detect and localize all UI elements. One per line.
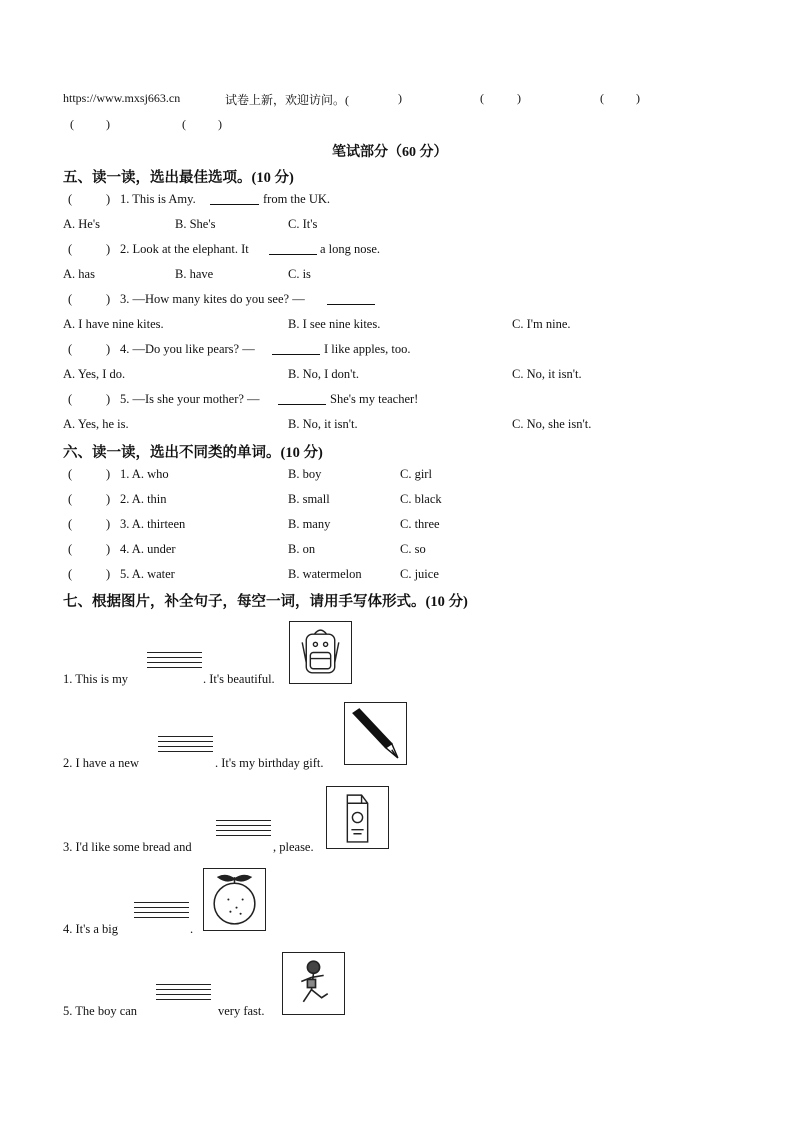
answer-paren-close: ) bbox=[106, 392, 111, 406]
word-option-a: 4. A. under bbox=[120, 542, 176, 556]
fill-sentence-3-start: 3. I'd like some bread and bbox=[63, 840, 192, 854]
header-paren-open: ( bbox=[182, 117, 186, 131]
option-a: A. He's bbox=[63, 217, 100, 231]
option-c: C. I'm nine. bbox=[512, 317, 571, 331]
question-5-1-stem-end: from the UK. bbox=[263, 192, 330, 206]
fill-sentence-4-start: 4. It's a big bbox=[63, 922, 119, 936]
question-5-4-stem: 4. —Do you like pears? — bbox=[120, 342, 255, 356]
fill-sentence-2-end: . It's my birthday gift. bbox=[215, 756, 324, 770]
question-5-5-stem: 5. —Is she your mother? — bbox=[120, 392, 260, 406]
question-5-5-stem-end: She's my teacher! bbox=[330, 392, 419, 406]
header-paren-open: ( bbox=[70, 117, 74, 131]
answer-blank[interactable] bbox=[272, 342, 320, 355]
word-option-a: 5. A. water bbox=[120, 567, 175, 581]
question-5-3-stem: 3. —How many kites do you see? — bbox=[120, 292, 305, 306]
answer-paren-close: ) bbox=[106, 292, 111, 306]
answer-paren-open: ( bbox=[68, 242, 73, 256]
fill-sentence-4-end: . bbox=[190, 922, 194, 936]
pen-icon bbox=[344, 702, 407, 765]
word-option-a: 1. A. who bbox=[120, 467, 169, 481]
answer-paren-open: ( bbox=[68, 292, 73, 306]
handwriting-lines[interactable] bbox=[147, 652, 202, 672]
question-5-2-stem-end: a long nose. bbox=[320, 242, 381, 256]
option-b: B. No, I don't. bbox=[288, 367, 360, 381]
option-a: A. Yes, I do. bbox=[63, 367, 126, 381]
header-paren-close: ) bbox=[218, 117, 222, 131]
header-notice: 试卷上新，欢迎访问。( bbox=[225, 93, 349, 107]
word-option-c: C. juice bbox=[400, 567, 439, 581]
word-option-b: B. on bbox=[288, 542, 316, 556]
orange-icon bbox=[203, 868, 266, 931]
answer-paren-open: ( bbox=[68, 542, 73, 556]
option-b: B. She's bbox=[175, 217, 216, 231]
header-paren-close: ) bbox=[398, 91, 402, 105]
option-b: B. have bbox=[175, 267, 214, 281]
answer-paren-close: ) bbox=[106, 517, 111, 531]
fill-sentence-5-end: very fast. bbox=[218, 1004, 265, 1018]
header-paren-close: ) bbox=[106, 117, 110, 131]
handwriting-lines[interactable] bbox=[158, 736, 213, 756]
word-option-c: C. girl bbox=[400, 467, 432, 481]
option-b: B. No, it isn't. bbox=[288, 417, 358, 431]
word-option-b: B. boy bbox=[288, 467, 322, 481]
question-5-2-stem: 2. Look at the elephant. It bbox=[120, 242, 249, 256]
answer-paren-close: ) bbox=[106, 492, 111, 506]
answer-paren-open: ( bbox=[68, 192, 73, 206]
answer-paren-open: ( bbox=[68, 492, 73, 506]
word-option-b: B. many bbox=[288, 517, 331, 531]
answer-paren-close: ) bbox=[106, 192, 111, 206]
answer-paren-open: ( bbox=[68, 517, 73, 531]
option-c: C. It's bbox=[288, 217, 318, 231]
handwriting-lines[interactable] bbox=[134, 902, 189, 922]
option-a: A. I have nine kites. bbox=[63, 317, 164, 331]
answer-blank[interactable] bbox=[327, 292, 375, 305]
answer-paren-open: ( bbox=[68, 392, 73, 406]
answer-blank[interactable] bbox=[278, 392, 326, 405]
fill-sentence-5-start: 5. The boy can bbox=[63, 1004, 138, 1018]
fill-sentence-3-end: , please. bbox=[273, 840, 314, 854]
word-option-c: C. three bbox=[400, 517, 440, 531]
header-url: https://www.mxsj663.cn bbox=[63, 91, 181, 105]
section-6-heading: 六、读一读，选出不同类的单词。(10 分) bbox=[63, 445, 323, 461]
section-7-heading: 七、根据图片，补全句子，每空一词，请用手写体形式。(10 分) bbox=[63, 594, 468, 610]
word-option-b: B. small bbox=[288, 492, 330, 506]
fill-sentence-1-start: 1. This is my bbox=[63, 672, 129, 686]
milk-carton-icon bbox=[326, 786, 389, 849]
option-c: C. No, it isn't. bbox=[512, 367, 582, 381]
answer-paren-close: ) bbox=[106, 242, 111, 256]
fill-sentence-2-start: 2. I have a new bbox=[63, 756, 140, 770]
page-title: 笔试部分（60 分） bbox=[332, 145, 448, 160]
section-5-heading: 五、读一读，选出最佳选项。(10 分) bbox=[63, 170, 294, 186]
word-option-a: 2. A. thin bbox=[120, 492, 167, 506]
option-a: A. has bbox=[63, 267, 95, 281]
answer-paren-close: ) bbox=[106, 342, 111, 356]
handwriting-lines[interactable] bbox=[156, 984, 211, 1004]
question-5-1-stem: 1. This is Amy. bbox=[120, 192, 196, 206]
fill-sentence-1-end: . It's beautiful. bbox=[203, 672, 275, 686]
answer-paren-open: ( bbox=[68, 467, 73, 481]
answer-paren-open: ( bbox=[68, 567, 73, 581]
header-paren-open: ( bbox=[600, 91, 604, 105]
question-5-4-stem-end: I like apples, too. bbox=[324, 342, 411, 356]
option-a: A. Yes, he is. bbox=[63, 417, 129, 431]
schoolbag-icon bbox=[289, 621, 352, 684]
header-paren-close: ) bbox=[636, 91, 640, 105]
answer-paren-close: ) bbox=[106, 567, 111, 581]
word-option-c: C. so bbox=[400, 542, 426, 556]
answer-blank[interactable] bbox=[269, 242, 317, 255]
answer-blank[interactable] bbox=[210, 192, 259, 205]
word-option-b: B. watermelon bbox=[288, 567, 362, 581]
word-option-c: C. black bbox=[400, 492, 442, 506]
word-option-a: 3. A. thirteen bbox=[120, 517, 186, 531]
option-c: C. is bbox=[288, 267, 311, 281]
option-c: C. No, she isn't. bbox=[512, 417, 592, 431]
handwriting-lines[interactable] bbox=[216, 820, 271, 840]
header-paren-close: ) bbox=[517, 91, 521, 105]
answer-paren-close: ) bbox=[106, 467, 111, 481]
running-boy-icon bbox=[282, 952, 345, 1015]
answer-paren-open: ( bbox=[68, 342, 73, 356]
option-b: B. I see nine kites. bbox=[288, 317, 381, 331]
header-paren-open: ( bbox=[480, 91, 484, 105]
answer-paren-close: ) bbox=[106, 542, 111, 556]
